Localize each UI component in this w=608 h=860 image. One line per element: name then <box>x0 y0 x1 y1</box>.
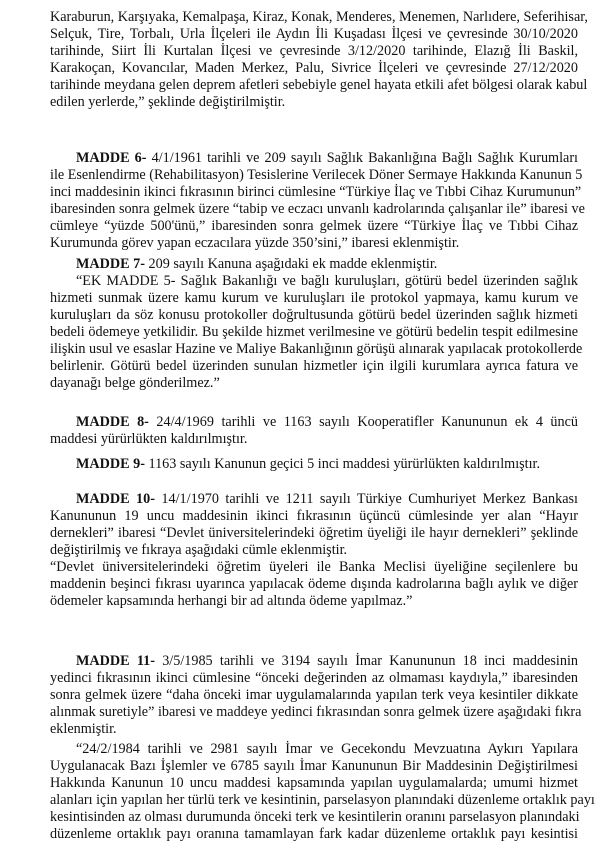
paragraph-line: dayanağı belge gönderilmez.” <box>50 375 220 391</box>
paragraph-line: değiştirilmiş ve fıkraya aşağıdaki cümle eklenmiştir. <box>50 542 348 558</box>
paragraph-line: maddesi yürürlükten kaldırılmıştır. <box>50 431 248 447</box>
paragraph-line: edilen yerlerde,” şeklinde değiştirilmiştir. <box>50 94 286 110</box>
paragraph-line: “EK MADDE 5- Sağlık Bakanlığı ve bağlı kuruluşları, götürü bedel üzerinden sağlık <box>76 273 578 289</box>
paragraph-line: Karakoçan, Kovancılar, Maden Merkez, Palu, Sivrice İlçeleri ve çevresinde 27/12/2020 <box>50 60 578 76</box>
paragraph-line: Karaburun, Karşıyaka, Kemalpaşa, Kiraz, Konak, Menderes, Menemen, Narlıdere, Seferihisar, <box>50 9 588 25</box>
paragraph-line: ile Esenlendirme (Rehabilitasyon) Tesislerine Verilecek Döner Sermaye Hakkında Kanunun 5 <box>50 167 583 183</box>
paragraph-line: yedinci fıkrasının ikinci cümlesine “önceki değerinden az olmaması kaydıyla,” ibaresinden <box>50 670 578 686</box>
paragraph-line: kuruluşları da söz konusu protokoller doğrultusunda götürü bedel üzerinden sağlık hizmeti <box>50 307 578 323</box>
paragraph-line: dernekleri” ibaresi “Devlet üniversitelerindeki öğretim üyeliği ile hayır dernekleri” şeklinde <box>50 525 578 541</box>
article-6-first-line: MADDE 6- 4/1/1961 tarihli ve 209 sayılı Sağlık Bakanlığına Bağlı Sağlık Kurumları <box>76 150 578 166</box>
paragraph-line: maddenin beşinci fıkrası uyarınca yapılacak ödeme dışında kadrolarına bağlı aylık ve diğer <box>50 576 578 592</box>
paragraph-line: Hakkında Kanunun 10 uncu maddesi kapsamında yapılan uygulamalarda; umumi hizmet <box>50 775 578 791</box>
paragraph-line: eklenmiştir. <box>50 721 117 737</box>
paragraph-line: Kanununun 19 uncu maddesinin ikinci fıkrasının üçüncü cümlesinde yer alan “Hayır <box>50 508 578 524</box>
paragraph-line: Uygulanacak Bazı İşlemler ve 6785 sayılı İmar Kanununun Bir Maddesinin Değiştirilmesi <box>50 758 578 774</box>
paragraph-line: ibaresinden sonra gelmek üzere “tabip ve eczacı unvanlı kadrolarında çalışanlar ile” ibaresi ve <box>50 201 585 217</box>
paragraph-line: “24/2/1984 tarihli ve 2981 sayılı İmar ve Gecekondu Mevzuatına Aykırı Yapılara <box>76 741 578 757</box>
paragraph-line: cümleye “yüzde 500'ünü,” ibaresinden sonra gelmek üzere “Türkiye İlaç ve Tıbbi Cihaz <box>50 218 578 234</box>
paragraph-line: Kurumunda görev yapan eczacılara yüzde 350’sini,” ibaresi eklenmiştir. <box>50 235 460 251</box>
article-heading: MADDE 9- <box>76 456 145 472</box>
article-heading: MADDE 6- <box>76 150 147 166</box>
paragraph-line: alınmak suretiyle” ibaresi ve maddeye yedinci fıkrasından sonra gelmek üzere aşağıdaki fıkra <box>50 704 582 720</box>
article-10-first-line: MADDE 10- 14/1/1970 tarihli ve 1211 sayılı Türkiye Cumhuriyet Merkez Bankası <box>76 491 578 507</box>
paragraph-line: alanları için yapılan her türlü terk ve kesintinin, parselasyon planındaki düzenleme ortaklık payı <box>50 792 595 808</box>
paragraph-line: belirlenir. Götürü bedel üzerinden sunulan hizmetler için ilgili kurumlara ayrıca fatura ve <box>50 358 578 374</box>
article-11-first-line: MADDE 11- 3/5/1985 tarihli ve 3194 sayılı İmar Kanununun 18 inci maddesinin <box>76 653 578 669</box>
article-7-first-line: MADDE 7- 209 sayılı Kanuna aşağıdaki ek madde eklenmiştir. <box>76 256 438 272</box>
article-heading: MADDE 7- <box>76 256 145 272</box>
article-heading: MADDE 11- <box>76 653 155 669</box>
paragraph-line: bedeli ödemeye yetkilidir. Bu şekilde hizmet verilmesine ve götürü bedelin tespit edilmesine <box>50 324 578 340</box>
paragraph-line: kesintisinden az olması durumunda önceki terk ve kesintilerin oranını parselasyon planındaki <box>50 809 580 825</box>
paragraph-line: inci maddesinin ikinci fıkrasının birinci cümlesine “Türkiye İlaç ve Tıbbi Cihaz Kurumunun” <box>50 184 582 200</box>
paragraph-line: hizmeti sunmak üzere kamu kurum ve kuruluşları ile protokol yapmaya, kamu kurum ve <box>50 290 578 306</box>
paragraph-line: ödemeler kapsamında herhangi bir ad altında ödeme yapılmaz.” <box>50 593 413 609</box>
paragraph-line: tarihinde meydana gelen deprem afetleri sebebiyle genel hayata etkili afet bölgesi olarak kabul <box>50 77 588 93</box>
paragraph-line: Selçuk, Tire, Torbalı, Urla İlçeleri ile Aydın İli Kuşadası İlçesi ve çevresinde 30/10/2020 <box>50 26 578 42</box>
paragraph-line: sonra gelmek üzere “daha önceki imar uygulamalarında yapılan terk veya kesintiler dikkate <box>50 687 578 703</box>
article-8-first-line: MADDE 8- 24/4/1969 tarihli ve 1163 sayılı Kooperatifler Kanununun ek 4 üncü <box>76 414 578 430</box>
article-heading: MADDE 8- <box>76 414 149 430</box>
article-heading: MADDE 10- <box>76 491 155 507</box>
paragraph-line: ilişkin usul ve esaslar Hazine ve Maliye Bakanlığının görüşü alınarak yapılacak protokollerde <box>50 341 583 357</box>
paragraph-line: tarihinde, Siirt İli Kurtalan İlçesi ve çevresinde 3/12/2020 tarihinde, Elazığ İli Baskil, <box>50 43 578 59</box>
article-9-first-line: MADDE 9- 1163 sayılı Kanunun geçici 5 inci maddesi yürürlükten kaldırılmıştır. <box>76 456 541 472</box>
paragraph-line: “Devlet üniversitelerindeki öğretim üyeleri ile Banka Meclisi üyeliğine seçilenlere bu <box>50 559 578 575</box>
paragraph-line: düzenleme ortaklık payı oranına tamamlayan fark kadar düzenleme ortaklık payı kesintisi <box>50 826 578 842</box>
